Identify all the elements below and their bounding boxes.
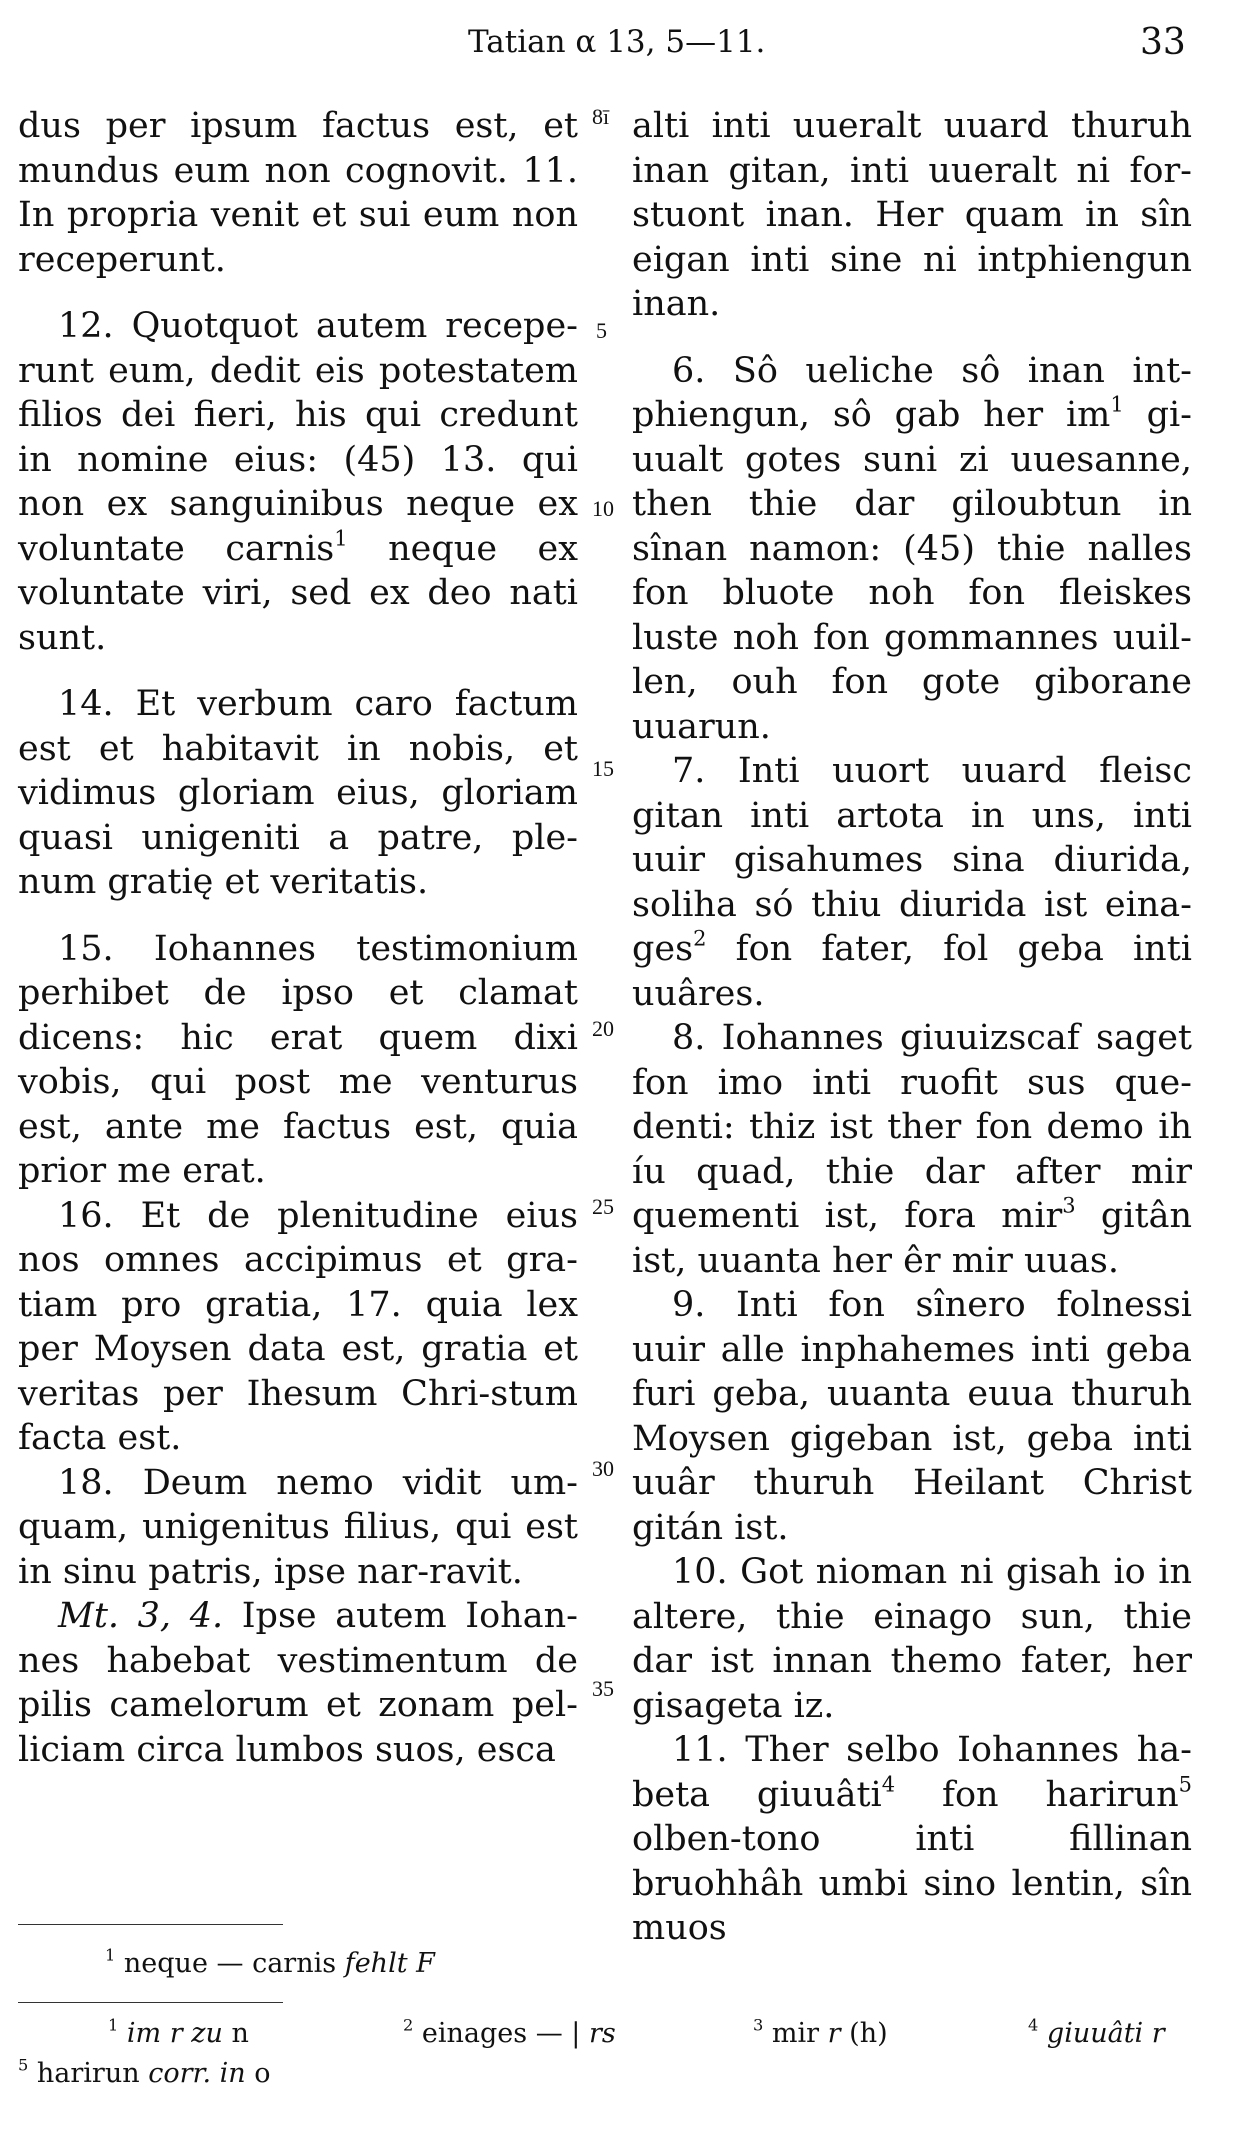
ohg-text: fon fater, fol geba inti uuâres. <box>632 929 1192 1014</box>
gospel-reference: Mt. 3, 4. <box>58 1596 224 1636</box>
footnote-text: fehlt F <box>344 1948 435 1979</box>
footnote-mark: 3 <box>1062 1193 1076 1218</box>
ohg-paragraph: alti inti uueralt uuard thuruh inan gitan, inti uueralt ni for-stuont inan. Her quam in sîn eigan inti sine ni intphiengun inan. <box>632 106 1192 324</box>
latin-paragraph: 18. Deum nemo vidit um-quam, unigenitus filius, qui est in sinu patris, ipse nar-ravit. <box>18 1462 578 1592</box>
footnote-rule <box>18 1924 283 1925</box>
line-number: 10 <box>592 496 614 521</box>
apparatus-text: n <box>231 2018 249 2049</box>
apparatus-entry <box>108 2015 249 2049</box>
apparatus-text: im <box>126 2018 162 2049</box>
apparatus-entry <box>18 2055 271 2089</box>
apparatus-rule <box>18 2002 283 2003</box>
ohg-paragraph <box>632 749 1192 1016</box>
line-number: 15 <box>592 756 614 781</box>
latin-paragraph: 14. Et verbum caro factum est et habitavit in nobis, et vidimus gloriam eius, gloriam quasi unigeniti a patre, ple-num gratię et veritatis. <box>18 684 578 902</box>
page-number: 33 <box>1140 22 1186 63</box>
line-number: 5 <box>596 318 607 343</box>
ohg-text: 6. Sô ueliche sô inan int-phiengun, sô gab her im <box>632 350 1192 435</box>
latin-paragraph <box>18 304 578 660</box>
footnote-mark: 4 <box>1028 2015 1039 2035</box>
ohg-text: fon harirun <box>942 1774 1179 1815</box>
ohg-text: 11. Ther selbo Iohannes ha-beta giuuâti <box>632 1730 1192 1815</box>
footnote-mark: 1 <box>334 525 348 550</box>
apparatus-text: mir <box>771 2018 820 2049</box>
latin-paragraph <box>18 1594 578 1772</box>
ohg-paragraph <box>632 1016 1192 1283</box>
line-number: 20 <box>592 1016 614 1041</box>
ohg-paragraph <box>632 349 1192 750</box>
ohg-paragraph: 10. Got nioman ni gisah io in altere, thie einago sun, thie dar ist innan themo fater, her gisageta iz. <box>632 1552 1192 1726</box>
apparatus-text: r <box>827 2018 841 2049</box>
latin-footnote <box>105 1945 1244 1979</box>
ohg-text: 7. Inti uuort uuard fleisc gitan inti artota in uns, inti uuir gisahumes sina diurida, soliha só thiu diurida ist eina-ges <box>632 751 1192 969</box>
apparatus-text: einages — | <box>421 2018 581 2049</box>
ohg-text: gi-uualt gotes suni zi uuesanne, then thie dar giloubtun in sînan namon: (45) thie nalles fon bluote noh fon fleiskes luste noh fon gommannes uuil-len, ouh fon gote giborane uuarun. <box>632 395 1192 747</box>
footnote-mark: 5 <box>18 2055 29 2075</box>
footnote-mark: 2 <box>693 926 707 951</box>
footnote-mark: 4 <box>881 1771 896 1796</box>
line-number: 35 <box>592 1676 614 1701</box>
footnote-mark: 5 <box>1178 1771 1192 1796</box>
footnote-text: neque — carnis <box>123 1948 337 1979</box>
apparatus-text: rs <box>588 2018 616 2049</box>
ohg-paragraph: 9. Inti fon sînero folnessi uuir alle inphahemes inti geba furi geba, uuanta euua thuruh Moysen gigeban ist, geba inti uuâr thuruh Heilant Christ gitán ist. <box>632 1285 1192 1548</box>
apparatus-entry <box>753 2015 888 2049</box>
apparatus-text: o <box>254 2058 271 2089</box>
running-title: Tatian α 13, 5—11. <box>468 24 766 60</box>
footnote-mark: 3 <box>753 2015 764 2035</box>
ohg-text: olben-tono inti fillinan bruohhâh umbi sino lentin, sîn muos <box>632 1819 1192 1948</box>
latin-column <box>18 104 578 1772</box>
latin-text: Ipse autem Iohan-nes habebat vestimentum de pilis camelorum et zonam pel-liciam circa lumbos suos, esca <box>18 1596 578 1770</box>
line-number: 25 <box>592 1194 614 1219</box>
ohg-column <box>632 104 1192 1951</box>
apparatus-text: corr. <box>148 2058 212 2089</box>
ohg-text: gitân ist, uuanta her êr mir uuas. <box>632 1196 1192 1281</box>
footnote-mark: 1 <box>1110 392 1124 417</box>
latin-paragraph: 16. Et de plenitudine eius nos omnes accipimus et gra-tiam pro gratia, 17. quia lex per Moysen data est, gratia et veritas per Ihesum Chri-stum facta est. <box>18 1195 578 1458</box>
apparatus-text: (h) <box>849 2018 888 2049</box>
running-header <box>0 18 1244 68</box>
margin-note: 8ī <box>592 104 610 129</box>
apparatus-text: r <box>1151 2018 1165 2049</box>
apparatus-text: harirun <box>36 2058 140 2089</box>
footnote-mark: 1 <box>108 2015 119 2035</box>
latin-paragraph: dus per ipsum factus est, et mundus eum non cognovit. 11. In propria venit et sui eum non receperunt. <box>18 106 578 280</box>
latin-paragraph: 15. Iohannes testimonium perhibet de ipso et clamat dicens: hic erat quem dixi vobis, qui post me venturus est, ante me factus est, quia prior me erat. <box>18 928 578 1191</box>
apparatus-entry <box>403 2015 616 2049</box>
footnote-mark: 2 <box>403 2015 414 2035</box>
apparatus-text: in <box>219 2058 246 2089</box>
footnote-mark: 1 <box>105 1945 116 1965</box>
apparatus-text: zu <box>191 2018 223 2049</box>
apparatus-text: giuuâti <box>1046 2018 1144 2049</box>
latin-text: neque ex voluntate viri, sed ex deo nati sunt. <box>18 528 578 658</box>
line-number: 30 <box>592 1456 614 1481</box>
ohg-paragraph <box>632 1728 1192 1951</box>
apparatus-text: r <box>169 2018 183 2049</box>
ohg-text: 8. Iohannes giuuizscaf saget fon imo inti ruofit sus que-denti: thiz ist ther fon demo ih íu quad, thie dar after mir quementi ist, fora mir <box>632 1018 1192 1236</box>
apparatus-entry <box>1028 2015 1165 2049</box>
latin-text: 12. Quotquot autem recepe-runt eum, dedit eis potestatem filios dei fieri, his qui credunt in nomine eius: (45) 13. qui non ex sanguinibus neque ex voluntate carnis <box>18 306 578 569</box>
